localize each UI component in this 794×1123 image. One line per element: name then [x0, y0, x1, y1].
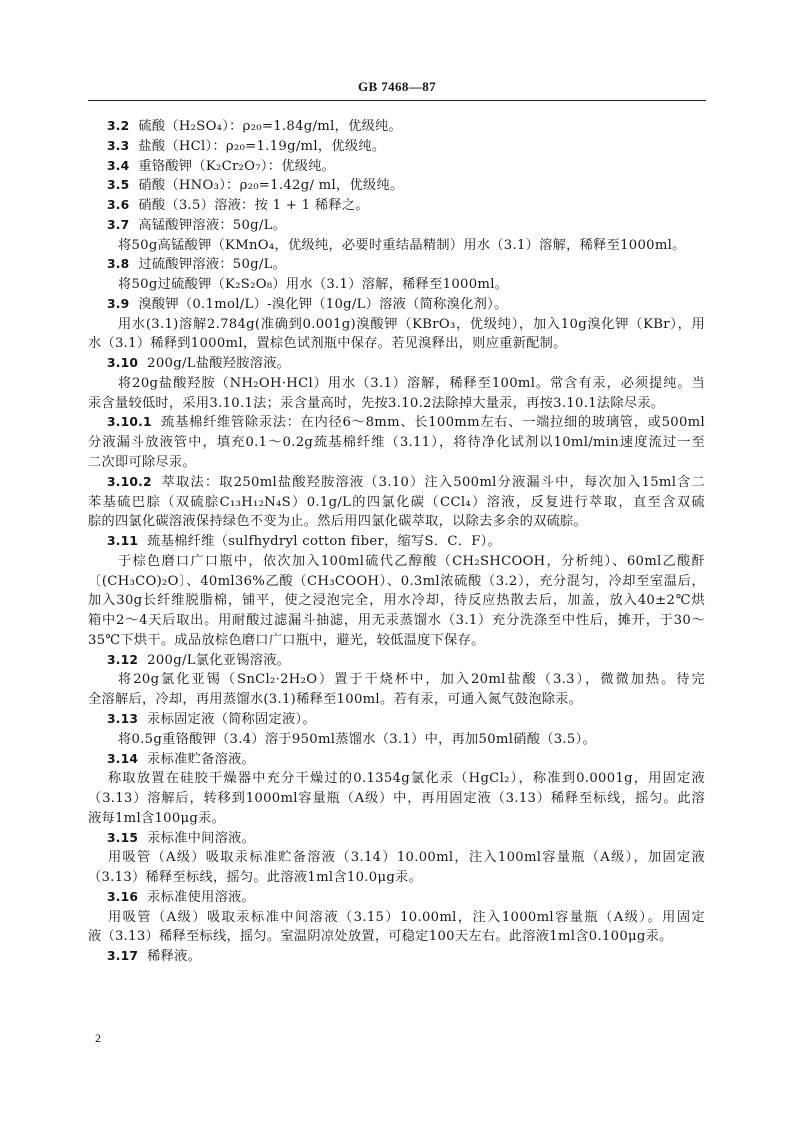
clause-heading-line	[88, 117, 705, 137]
clause-heading: 汞标准使用溶液。	[147, 889, 256, 905]
clause-number: 3.2	[107, 119, 130, 133]
clause-3-13	[88, 710, 705, 750]
clause-number: 3.6	[107, 198, 130, 213]
clause-3-6	[88, 196, 705, 216]
clause-text-line: （3.13）溶解后，转移到1000ml容量瓶（A级）中，再用固定液（3.13）稀释至标线，摇匀。此溶	[88, 791, 705, 807]
clause-number: 3.5	[107, 178, 130, 193]
clause-number: 3.11	[107, 534, 139, 549]
clause-text-line: 将20g氯化亚锡（SnCl₂·2H₂O）置于干烧杯中，加入20ml盐酸（3.3），微微加热。待完	[118, 672, 705, 688]
clause-text-line: 箱中2～4天后取出。用耐酸过滤漏斗抽滤，用无汞蒸馏水（3.1）充分洗涤至中性后，摊开，于30～	[88, 613, 705, 629]
clause-3-11	[88, 532, 705, 651]
clause-heading: 200g/L盐酸羟胺溶液。	[147, 356, 291, 372]
clause-heading: 汞标固定液（简称固定液）。	[147, 711, 316, 727]
clause-text-line: 用水(3.1)溶解2.784g(准确到0.001g)溴酸钾（KBrO₃，优级纯），加入10g溴化钾（KBr），用	[118, 316, 705, 332]
clause-text-line: 加入30g长纤维脱脂棉，铺平，使之浸泡完全，用水冷却，待反应热散去后，加盖，放入40±2℃烘	[88, 593, 705, 609]
clause-heading-line	[88, 157, 705, 177]
clause-text-line: 水（3.1）稀释到1000ml，置棕色试剂瓶中保存。若见溴释出，则应重新配制。	[88, 336, 567, 352]
clause-heading-line	[88, 413, 705, 433]
clause-text-line: 汞含量较低时，采用3.10.1法；汞含量高时，先按3.10.2法除掉大量汞，再按3.10.1法除尽汞。	[88, 395, 665, 411]
clause-3-8	[88, 255, 705, 295]
clause-text-line: 称取放置在硅胶干燥器中充分干燥过的0.1354g氯化汞（HgCl₂），称准到0.0001g，用固定液	[108, 771, 705, 787]
clause-number: 3.13	[107, 711, 139, 726]
clause-text-line: 35℃下烘干。成品放棕色磨口广口瓶中，避光，较低温度下保存。	[88, 632, 485, 648]
clause-heading: 硝酸（HNO₃）：ρ₂₀=1.42g/ ml，优级纯。	[138, 178, 404, 194]
clause-text-line: 腙的四氯化碳溶液保持绿色不变为止。然后用四氯化碳萃取，以除去多余的双硫腙。	[88, 514, 588, 530]
clause-3-3	[88, 137, 705, 157]
clause-number: 3.14	[107, 751, 139, 766]
clause-3-7	[88, 216, 705, 256]
clause-number: 3.10.2	[107, 474, 152, 489]
clause-3-10-1	[88, 413, 705, 472]
clause-heading-line	[88, 216, 705, 236]
clause-heading-line	[88, 473, 705, 493]
clause-heading-line	[88, 888, 705, 908]
clause-heading: 稀释液。	[147, 949, 202, 965]
clause-text-line: 用吸管（A级）吸取汞标准贮备溶液（3.14）10.00ml，注入100ml容量瓶（A级），加固定液	[108, 850, 705, 866]
clause-text-line: 液每1ml含100μg汞。	[88, 810, 226, 826]
clause-heading-line	[88, 295, 705, 315]
clause-text-line: 分液漏斗放液管中，填充0.1～0.2g巯基棉纤维（3.11），将待净化试剂以10ml/min速度流过一至	[88, 435, 705, 451]
clause-heading-line	[88, 651, 705, 671]
clause-text-line: 二次即可除尽汞。	[88, 455, 196, 471]
clause-number: 3.10	[107, 356, 139, 371]
clause-3-17	[88, 947, 705, 967]
clause-text-line: 〔(CH₃CO)₂O〕、40ml36%乙酸（CH₃COOH）、0.3ml浓硫酸（3.2），充分混匀，冷却至室温后，	[88, 573, 705, 589]
reagent-clauses	[88, 117, 705, 967]
clause-3-2	[88, 117, 705, 137]
clause-number: 3.12	[107, 652, 139, 667]
clause-heading: 溴酸钾（0.1mol/L）-溴化钾（10g/L）溶液（简称溴化剂）。	[138, 296, 508, 312]
clause-number: 3.4	[107, 158, 130, 173]
clause-heading: 汞标准贮备溶液。	[147, 751, 256, 767]
clause-heading-line	[88, 750, 705, 770]
clause-number: 3.17	[107, 949, 139, 964]
clause-heading: 硫酸（H₂SO₄）：ρ₂₀=1.84g/ml，优级纯。	[138, 119, 403, 134]
clause-number: 3.3	[107, 138, 130, 153]
clause-heading-line	[88, 947, 705, 967]
page-header	[0, 79, 794, 95]
header-rule	[88, 100, 706, 101]
clause-3-16	[88, 888, 705, 947]
clause-heading-line	[88, 710, 705, 730]
clause-heading-line	[88, 829, 705, 849]
clause-text-line: 于棕色磨口广口瓶中，依次加入100ml硫代乙醇酸（CH₂SHCOOH，分析纯）、60ml乙酸酐	[118, 553, 705, 569]
clause-text-line: 苯基硫巴腙（双硫腙C₁₃H₁₂N₄S）0.1g/L的四氯化碳（CCl₄）溶液，反复进行萃取，直至含双硫	[88, 494, 705, 510]
clause-3-10	[88, 354, 705, 413]
clause-3-12	[88, 651, 705, 710]
clause-text-line: （3.13）稀释至标线，摇匀。此溶液1ml含10.0μg汞。	[88, 870, 423, 886]
clause-3-14	[88, 750, 705, 829]
clause-3-9	[88, 295, 705, 354]
clause-text-line: 全溶解后，冷却，再用蒸馏水(3.1)稀释至100ml。若有汞，可通入氮气鼓泡除汞。	[88, 692, 583, 708]
clause-3-15	[88, 829, 705, 888]
clause-text-line: 将50g高锰酸钾（KMnO₄，优级纯，必要时重结晶精制）用水（3.1）溶解，稀释至1000ml。	[118, 237, 686, 253]
clause-3-5	[88, 176, 705, 196]
page-number: 2	[95, 1031, 101, 1045]
clause-heading-line	[88, 255, 705, 275]
clause-number: 3.9	[107, 296, 130, 311]
clause-heading: 巯基棉纤维（sulfhydryl cotton fiber，缩写S．C．F）。	[147, 534, 502, 550]
clause-number: 3.7	[107, 217, 130, 232]
clause-text-line: 将20g盐酸羟胺（NH₂OH·HCl）用水（3.1）溶解，稀释至100ml。常含有汞，必须提纯。当	[118, 375, 705, 391]
clause-heading: 过硫酸钾溶液：50g/L。	[138, 257, 287, 273]
clause-heading: 盐酸（HCl）：ρ₂₀=1.19g/ml，优级纯。	[138, 138, 386, 154]
clause-heading-line	[88, 176, 705, 196]
clause-heading: 200g/L氯化亚锡溶液。	[147, 652, 291, 668]
clause-heading-line	[88, 137, 705, 157]
clause-heading: 巯基棉纤维管除汞法：在内径6～8mm、长100mm左右、一端拉细的玻璃管，或500ml	[160, 415, 705, 431]
clause-heading: 重铬酸钾（K₂Cr₂O₇）：优级纯。	[138, 158, 336, 174]
clause-heading: 硝酸（3.5）溶液：按 1 + 1 稀释之。	[138, 198, 369, 214]
clause-text-line: 将0.5g重铬酸钾（3.4）溶于950ml蒸馏水（3.1）中，再加50ml硝酸（3.5）。	[118, 731, 596, 747]
standard-code: GB 7468—87	[357, 79, 437, 94]
clause-number: 3.16	[107, 889, 139, 904]
clause-heading-line	[88, 196, 705, 216]
clause-number: 3.10.1	[107, 415, 152, 430]
clause-text-line: 将50g过硫酸钾（K₂S₂O₈）用水（3.1）溶解，稀释至1000ml。	[118, 277, 509, 293]
clause-3-10-2	[88, 473, 705, 532]
clause-text-line: 液（3.13）稀释至标线，摇匀。室温阴凉处放置，可稳定100天左右。此溶液1ml含0.100μg汞。	[88, 929, 673, 945]
clause-heading-line	[88, 354, 705, 374]
clause-number: 3.15	[107, 830, 139, 845]
clause-heading-line	[88, 532, 705, 552]
clause-number: 3.8	[107, 257, 130, 272]
clause-3-4	[88, 157, 705, 177]
clause-heading: 高锰酸钾溶液：50g/L。	[138, 217, 287, 233]
clause-heading: 汞标准中间溶液。	[147, 830, 256, 846]
clause-text-line: 用吸管（A级）吸取汞标准中间溶液（3.15）10.00ml，注入1000ml容量瓶（A级）。用固定	[108, 909, 705, 925]
clause-heading: 萃取法：取250ml盐酸羟胺溶液（3.10）注入500ml分液漏斗中，每次加入15ml含二	[160, 474, 705, 490]
